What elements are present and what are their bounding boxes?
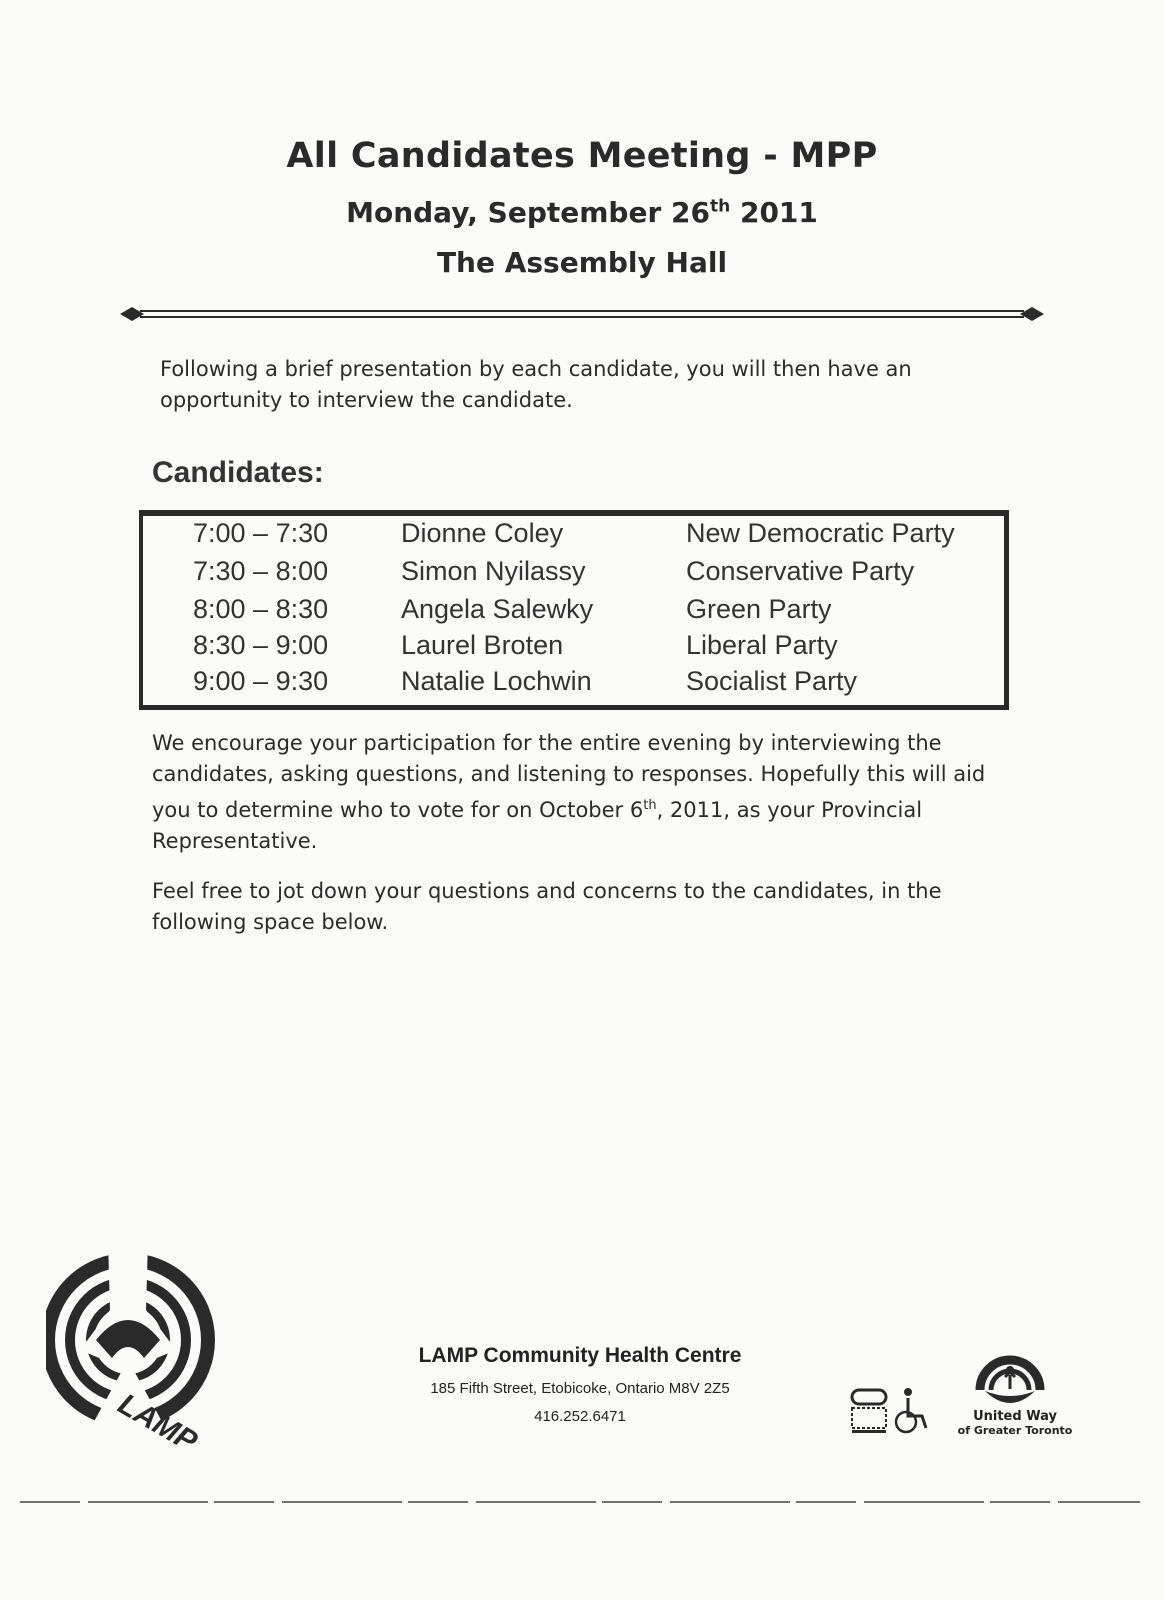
decorative-divider: [120, 306, 1044, 322]
candidate-name: Natalie Lochwin: [401, 666, 592, 696]
united-way-name: United Way: [973, 1409, 1057, 1424]
accessibility-icons: [850, 1386, 940, 1436]
encourage-text: We encourage your participation for the entire evening by interviewing the candidates, asking questions, and listening to responses. Hopefully this will aid you to determine who to vote for on October 6: [152, 731, 986, 822]
candidate-name: Laurel Broten: [401, 630, 564, 660]
intro-paragraph: Following a brief presentation by each candidate, you will then have an opportunity to interview the candidate.: [160, 357, 912, 412]
lamp-logo-text: LAMP: [112, 1387, 203, 1459]
encourage-suffix: th: [643, 798, 657, 813]
jot-paragraph: Feel free to jot down your questions and concerns to the candidates, in the following space below.: [152, 879, 942, 934]
time-slot: 8:30 – 9:00: [193, 630, 329, 660]
event-date: [0, 196, 1164, 229]
time-slot: 7:00 – 7:30: [193, 518, 329, 548]
candidate-party: New Democratic Party: [686, 518, 955, 548]
candidate-party: Green Party: [686, 594, 832, 624]
table-row: [143, 594, 1004, 630]
candidate-party: Liberal Party: [686, 630, 838, 660]
table-row: [143, 666, 1004, 702]
candidate-party: Conservative Party: [686, 556, 915, 586]
org-name: LAMP Community Health Centre: [418, 1344, 742, 1367]
candidate-party: Socialist Party: [686, 666, 858, 696]
united-way-text: [940, 1410, 1090, 1438]
event-venue: The Assembly Hall: [436, 246, 728, 279]
page-title: All Candidates Meeting - MPP: [286, 136, 878, 176]
org-address: 185 Fifth Street, Etobicoke, Ontario M8V 2Z5: [430, 1380, 730, 1397]
time-slot: 8:00 – 8:30: [193, 594, 329, 624]
table-row: [143, 556, 1004, 592]
tty-icon: [852, 1390, 886, 1433]
lamp-logo: [46, 1240, 226, 1460]
table-row: [143, 518, 1004, 554]
event-date-text: Monday, September 26: [346, 196, 710, 229]
wheelchair-icon: [896, 1388, 926, 1432]
candidates-heading: Candidates:: [152, 456, 324, 489]
org-phone: 416.252.6471: [534, 1408, 626, 1425]
event-date-suffix: th: [709, 196, 731, 217]
time-slot: 9:00 – 9:30: [193, 666, 329, 696]
candidate-name: Angela Salewky: [401, 594, 594, 624]
bottom-divider: [20, 1500, 1140, 1504]
united-way-logo: [975, 1345, 1045, 1403]
candidate-name: Dionne Coley: [401, 518, 564, 548]
candidates-table: [139, 510, 1009, 710]
time-slot: 7:30 – 8:00: [193, 556, 329, 586]
event-date-year: 2011: [730, 196, 818, 229]
table-row: [143, 630, 1004, 666]
encourage-text-end: , 2011, as your Provincial Representative.: [152, 798, 923, 853]
united-way-region: of Greater Toronto: [957, 1424, 1073, 1437]
candidate-name: Simon Nyilassy: [401, 556, 586, 586]
encourage-paragraph: [152, 728, 992, 857]
